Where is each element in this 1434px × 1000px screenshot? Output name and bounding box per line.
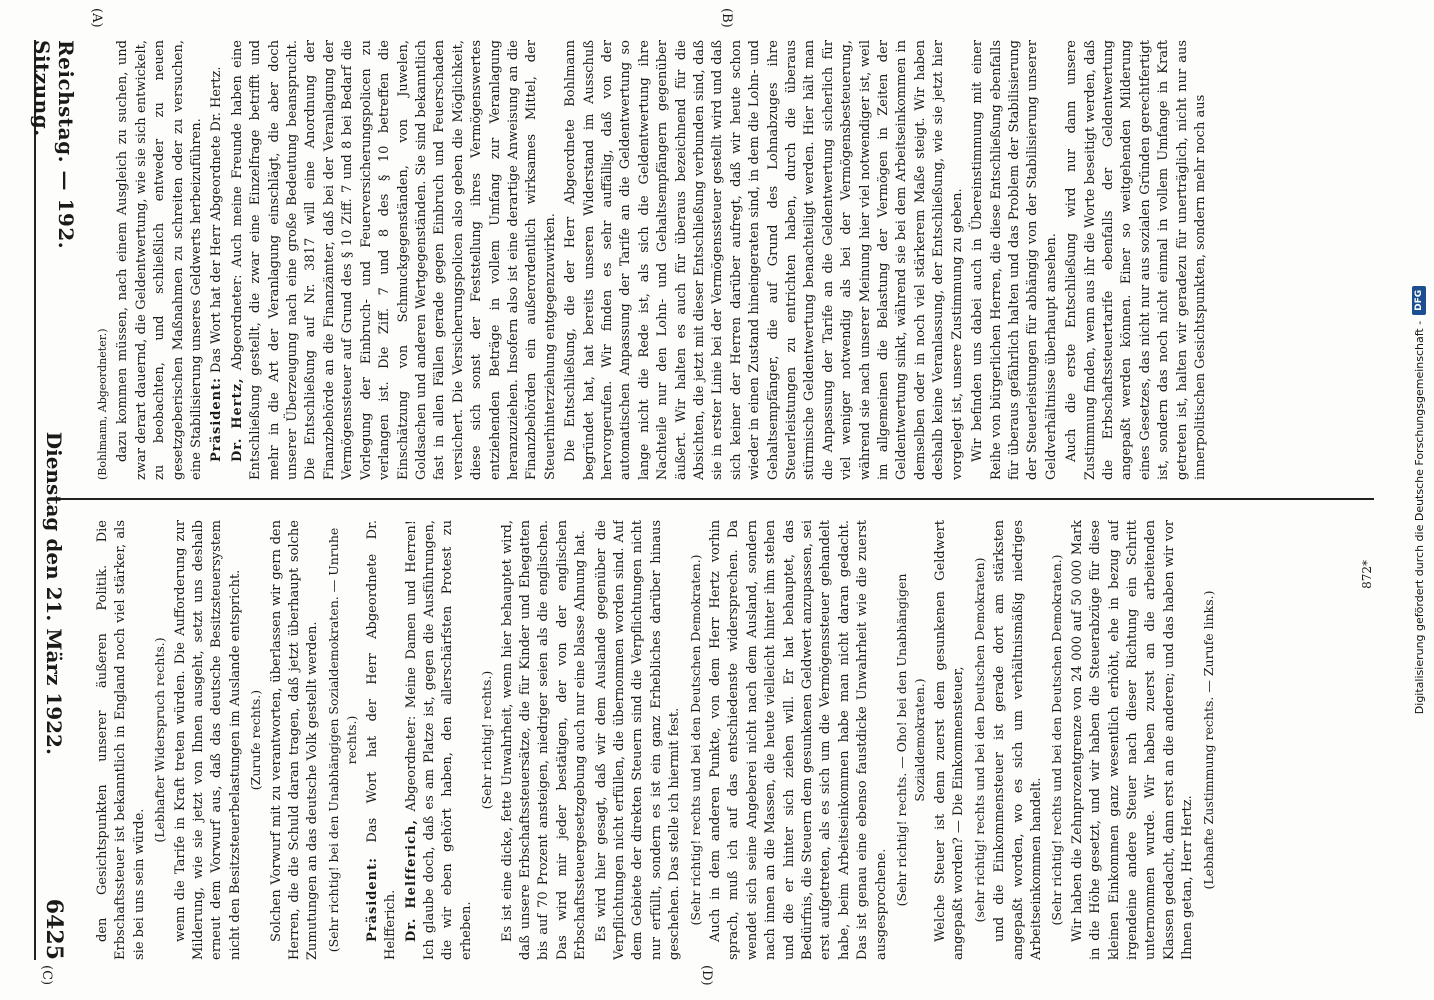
left-column <box>94 40 1364 480</box>
body-paragraph: dazu kommen müssen, nach einem Ausgleich zu suchen, und zwar derart dauernd, die Geldentwertung, wie sie sich entwickelt, zu beobachten, und schließlich entweder zu neuen gesetzgeberischen Maßnahmen zu schreiten oder zu versuchen, eine Stabilisierung unseres Geldwerts herbeizuführen. <box>115 40 205 480</box>
running-speaker-head: (Bohlmann, Abgeordneter.) <box>96 328 109 480</box>
interjection: (Lebhafter Widerspruch rechts.) <box>152 637 168 843</box>
body-paragraph: wenn die Tarife in Kraft treten würden. Die Aufforderung zur Milderung, wie sie jetzt von Ihnen ausgeht, setzt uns deshalb erneut dem Vorwurf aus, daß das deutsche Besitzsteuersystem nicht den Besitzsteuerbelastungen im Auslande entspricht. <box>172 520 243 960</box>
page-number: 6425 <box>41 898 67 960</box>
body-paragraph: Es wird hier gesagt, daß wir dem Auslande gegenüber die Verpflichtungen nicht erfüllen, die übernommen worden sind. Auf dem Gebiete der direkten Steuern sind die Verpflichtungen nicht nur erfüllt, sondern es ist ein ganz Erhebliches darüber hinaus geschehen. Das stelle ich hiermit fest. <box>593 520 683 960</box>
body-paragraph: Wir haben die Zehnprozentgrenze von 24 000 auf 50 000 Mark in die Höhe gesetzt, und wir haben die Steuerabzüge für diese kleinen Einkommen ganz wesentlich erhöht, ehe in bezug auf irgendeine andere Steuer nach dieser Richtung ein Schritt unternommen wurde. Wir haben zuerst an die arbeitenden Klassen gedacht, dann erst an die anderen; und das haben wir vor Ihnen getan, Herr Hertz. <box>1069 520 1196 960</box>
speaker-name: Präsident: <box>364 857 380 942</box>
speaker-name: Dr. Hertz, <box>229 377 245 462</box>
margin-letter-a: (A) <box>89 8 104 28</box>
margin-letter-b: (B) <box>719 8 734 28</box>
body-paragraph: Es ist eine dicke, fette Unwahrheit, wenn hier behauptet wird, daß unsere Erbschaftssteuersätze, die für Kinder und Ehegatten bis auf 70 Prozent ansteigen, niedriger seien als die englischen. Das wird mir jeder bestätigen, der von der englischen Erbschaftssteuergesetzgebung auch nur eine blasse Ahnung hat. <box>499 520 589 960</box>
speaker-paragraph <box>364 520 401 960</box>
right-column <box>94 520 1364 960</box>
body-paragraph: Auch in dem anderen Punkte, von dem Herr Hertz vorhin sprach, muß ich auf das entschiedenste widersprechen. Da wendet sich seine Angeberei nicht nach dem Ausland, sondern nach innen an die Massen, die heute vielleicht hinter ihm stehen und die er hinter sich ziehen will. Er hat behauptet, das Bedürfnis, die Steuern dem gesunkenen Geldwert anzupassen, sei erst aufgetreten, als es sich um die Vermögenssteuer gehandelt habe, beim Arbeitseinkommen habe man nicht daran gedacht. Das ist genau eine ebenso faustdicke Unwahrheit wie die zuerst ausgesprochene. <box>708 520 889 960</box>
signature-mark: 872* <box>1360 560 1374 589</box>
dfg-logo-icon: DFG <box>1412 286 1426 315</box>
margin-letter-d: (D) <box>699 965 714 986</box>
interjection: (sehr richtig! rechts und bei den Deutschen Demokraten) <box>971 557 987 923</box>
interjection: (Sehr richtig! bei den Unabhängigen Sozialdemokraten. — Unruhe rechts.) <box>325 527 360 953</box>
header-session: Reichstag. — 192. Sitzung. <box>30 40 78 250</box>
interjection: (Sehr richtig! rechts.) <box>479 670 495 810</box>
speaker-name: Präsident: <box>209 377 225 462</box>
interjection: (Sehr richtig! rechts und bei den Deutschen Demokraten.) <box>687 554 703 926</box>
interjection: (Zurufe rechts.) <box>248 689 264 791</box>
interjection: (Sehr richtig! rechts. — Oho! bei den Unabhängigen Sozialdemokraten.) <box>894 573 928 907</box>
speech-text: Das Wort hat der Herr Abgeordnete Dr. Helfferich. <box>364 520 399 960</box>
interjection: (Sehr richtig! rechts und bei den Deutschen Demokraten.) <box>1049 554 1065 926</box>
speech-text: Abgeordneter: Auch meine Freunde haben eine Entschließung gestellt, die zwar eine Einzelfrage betrifft und mehr in die Art der Veranlagung einschlägt, die aber doch unserer Überzeugung nach eine große Bedeutung beansprucht. Die Entschließung auf Nr. 3817 will eine Anordnung der Finanzbehörde an die Finanzämter, daß bei der Veranlagung der Vermögenssteuer auf Grund des § 10 Ziff. 7 und 8 bei Bedarf die Vorlegung der Einbruch- und Feuerversicherungspolicen zu verlangen ist. Die Ziff. 7 und 8 des § 10 betreffen die Einschätzung von Schmuckgegenständen, von Juwelen, Goldsachen und anderen Wertgegenständen. Sie sind bekanntlich fast in allen Fällen gerade gegen Einbruch und Feuerschaden versichert. Die Versicherungspolicen also geben die Möglichkeit, diese sich sonst der Feststellung ihres Vermögenswertes entziehenden Beträge in vollem Umfang zur Veranlagung heranzuziehen. Insofern also ist eine derartige Anweisung an die Finanzbehörden ein außerordentlich wirksames Mittel, der Steuerhinterziehung entgegenzuwirken. <box>229 40 558 480</box>
body-paragraph: Welche Steuer ist denn zuerst dem gesunkenen Geldwert angepaßt worden? — Die Einkommensteuer, <box>932 520 967 960</box>
speaker-paragraph <box>208 40 226 480</box>
credit-text: Digitalisierung gefördert durch die Deutsche Forschungsgemeinschaft - <box>1412 320 1426 715</box>
speaker-name: Dr. Helfferich, <box>403 818 419 942</box>
page-header <box>30 40 78 960</box>
speech-text: Abgeordneter: Meine Damen und Herren! Ich glaube doch, daß es am Platze ist, gegen die Ausführungen, die wir eben gehört haben, den allerschärfsten Protest zu erheben. <box>403 520 474 960</box>
interjection: (Lebhafte Zustimmung rechts. — Zurufe links.) <box>1200 590 1216 890</box>
speech-text: Das Wort hat der Herr Abgeordnete Dr. Hertz. <box>209 66 225 373</box>
speaker-paragraph <box>229 40 560 480</box>
speaker-paragraph <box>403 520 477 960</box>
column-divider <box>54 498 1374 500</box>
body-paragraph: Solchen Vorwurf mit zu verantworten, überlassen wir gern den Herren, die die Schuld daran tragen, daß jetzt überhaupt solche Zumutungen an das deutsche Volk gestellt werden. <box>268 520 321 960</box>
header-date: Dienstag den 21. März 1922. <box>42 431 66 755</box>
margin-letter-c: (C) <box>39 965 54 986</box>
body-paragraph: Auch die erste Entschließung wird nur dann unsere Zustimmung finden, wenn aus ihr die Worte beseitigt werden, daß die Erbschaftssteuertarife ebenfalls der Geldentwertung angepaßt werden können. Einer so weitgehenden Milderung eines Gesetzes, das nicht nur aus sozialen Gründen gerechtfertigt ist, sondern das noch nicht einmal in vollem Umfange in Kraft getreten ist, halten wir geradezu für unerträglich, nicht nur aus innerpolitischen Gesichtspunkten, sondern mehr noch aus <box>1064 40 1208 480</box>
digitization-credit <box>1408 20 1430 980</box>
body-paragraph: und die Einkommensteuer ist gerade dort am stärksten angepaßt worden, wo es sich um verhältnismäßig niedriges Arbeitseinkommen handelt. <box>992 520 1044 960</box>
body-paragraph: Wir befinden uns dabei auch in Übereinstimmung mit einer Reihe von bürgerlichen Herren, die diese Entschließung ebenfalls für überaus gefährlich halten und das Problem der Stabilisierung der Steuerleistungen für abhängig von der Stabilisierung unserer Geldverhältnisse überhaupt ansehen. <box>970 40 1059 480</box>
body-paragraph: den Gesichtspunkten unserer äußeren Politik. Die Erbschaftssteuer ist bekanntlich in England noch viel stärker, als sie bei uns sein würde. <box>95 520 147 960</box>
body-paragraph: Die Entschließung, die der Herr Abgeordnete Bohlmann begründet hat, hat bereits unseren Widerstand im Ausschuß hervorgerufen. Wir finden es sehr auffällig, daß von der automatischen Anpassung der Tarife an die Geldentwertung so lange nicht die Rede ist, als sich die Geldentwertung ihre Nachteile nur den Lohn- und Gehaltsempfängern gegenüber äußert. Wir halten es auch für überaus bezeichnend für die Absichten, die jetzt mit dieser Entschließung verbunden sind, daß sie in erster Linie bei der Vermögenssteuer gestellt wird und daß sich keiner der Herren darüber aufregt, daß wir heute schon wieder in einen Zustand hineingeraten sind, in dem die Lohn- und Gehaltsempfänger, die auf Grund des Lohnabzuges ihre Steuerleistungen zu entrichten haben, durch die überaus stürmische Geldentwertung benachteiligt werden. Hier hält man die Anpassung der Tarife an die Geldentwertung sicherlich für viel weniger notwendig als bei der Vermögensbesteuerung, während sie nach unserer Meinung hier viel notwendiger ist, weil im allgemeinen die Belastung der Vermögen in Zeiten der Geldentwertung sinkt, während sie bei dem Arbeitseinkommen in demselben oder in noch viel stärkerem Maße steigt. Wir haben deshalb keine Veranlassung, der Entschließung, wie sie jetzt hier vorgelegt ist, unsere Zustimmung zu geben. <box>563 40 965 480</box>
